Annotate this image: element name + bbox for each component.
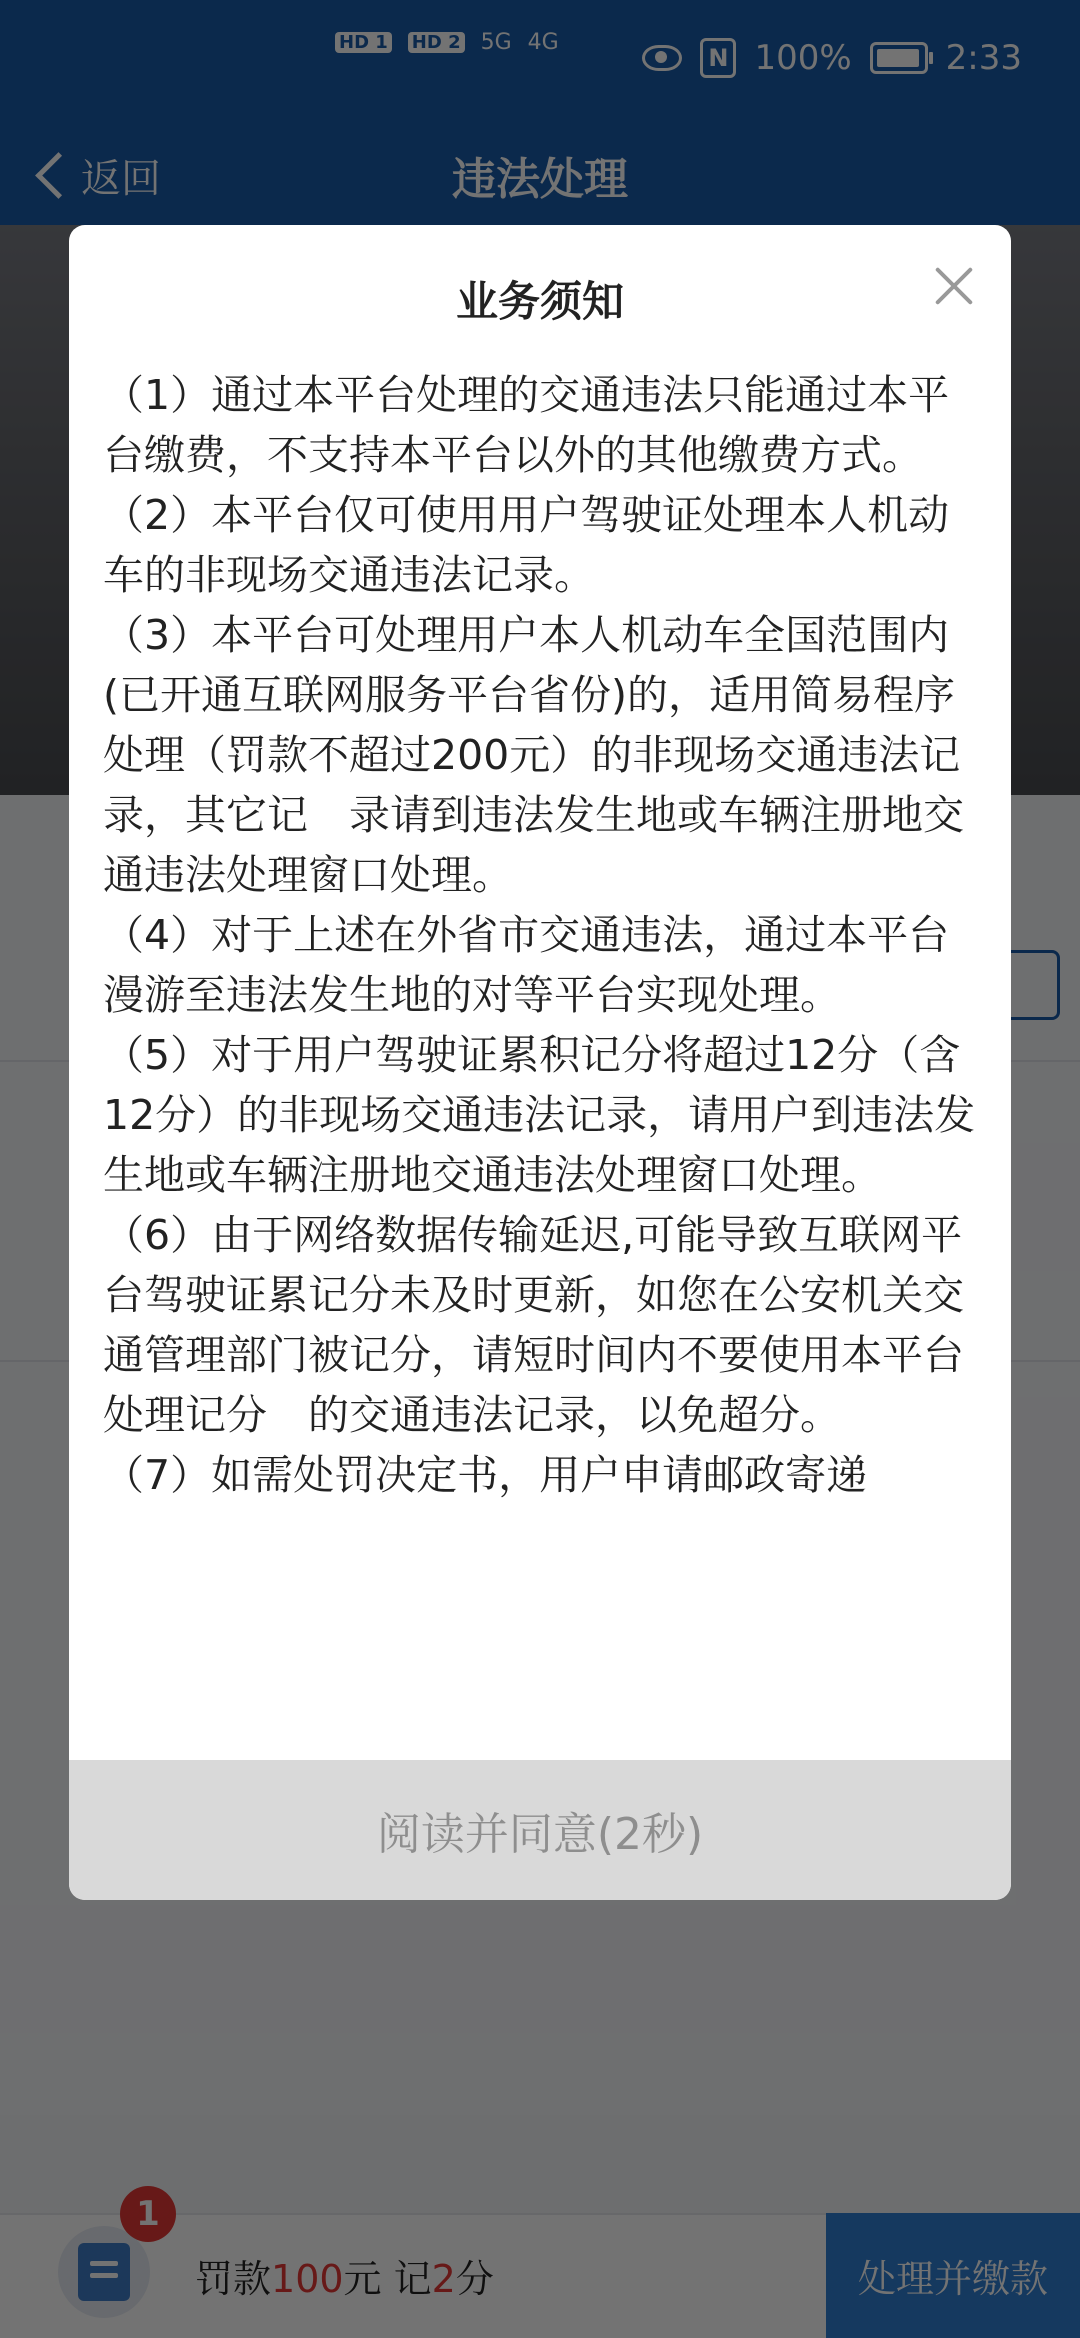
notice-item: （7）如需处罚决定书，用户申请邮政寄递 xyxy=(103,1451,868,1499)
close-icon[interactable] xyxy=(929,261,979,311)
notice-item: （4）对于上述在外省市交通违法，通过本平台漫游至违法发生地的对等平台实现处理。 xyxy=(103,911,950,1019)
notice-item: （5）对于用户驾驶证累积记分将超过12分（含12分）的非现场交通违法记录，请用户到违法发生地或车辆注册地交通违法处理窗口处理。 xyxy=(103,1031,976,1199)
modal-title: 业务须知 xyxy=(455,277,624,326)
notice-item: （2）本平台仅可使用用户驾驶证处理本人机动车的非现场交通违法记录。 xyxy=(103,491,950,599)
notice-item: （1）通过本平台处理的交通违法只能通过本平台缴费，不支持本平台以外的其他缴费方式。 xyxy=(103,371,950,479)
notice-item: （6）由于网络数据传输延迟,可能导致互联网平台驾驶证累记分未及时更新，如您在公安机关交通管理部门被记分，请短时间内不要使用本平台处理记分 的交通违法记录，以免超分。 xyxy=(103,1211,964,1439)
business-notice-modal xyxy=(69,225,1011,1900)
read-and-agree-button[interactable]: 阅读并同意(2秒) xyxy=(69,1760,1011,1900)
notice-body[interactable] xyxy=(103,365,981,1760)
notice-item: （3）本平台可处理用户本人机动车全国范围内(已开通互联网服务平台省份)的，适用简易程序处理（罚款不超过200元）的非现场交通违法记录，其它记 录请到违法发生地或车辆注册地交通违法处理窗口处理。 xyxy=(103,611,964,899)
